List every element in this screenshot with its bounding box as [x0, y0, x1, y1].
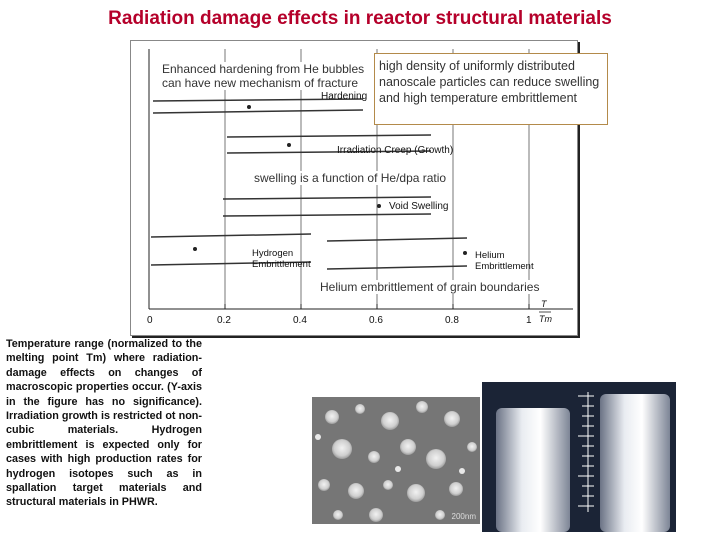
note-swelling: swelling is a function of He/dpa ratio: [254, 171, 447, 185]
effect-label-creep: Irradiation Creep (Growth): [337, 145, 454, 156]
x-tick-label: 1: [526, 315, 532, 326]
effect-label-hardening: Hardening: [321, 91, 368, 102]
x-tick-label: 0.4: [293, 315, 307, 326]
note-nanoscale: high density of uniformly distributed nanoscale particles can reduce swelling and high temperature embrittlement: [374, 53, 608, 125]
x-tick-label: 0.8: [445, 315, 459, 326]
effect-bar-helium: [327, 238, 467, 269]
note-hardening: Enhanced hardening from He bubbles can have new mechanism of fracture: [162, 62, 368, 90]
scale-bar-label: 200nm: [451, 512, 476, 521]
bubble-micrograph-image: [312, 397, 480, 524]
micrograph-texture: [312, 397, 480, 524]
x-tick-label: 0: [147, 315, 153, 326]
x-tick-label: 0.2: [217, 315, 231, 326]
x-axis-label-denominator: Tm: [539, 314, 552, 324]
x-tick-label: 0.6: [369, 315, 383, 326]
swelling-specimens-photo: [482, 382, 676, 532]
page-title: Radiation damage effects in reactor structural materials: [108, 8, 612, 29]
note-helium: Helium embrittlement of grain boundaries: [320, 280, 540, 294]
effect-label-hydrogen: Hydrogen Embrittlement: [252, 248, 311, 270]
figure-caption: Temperature range (normalized to the melting point Tm) where radiation-damage effects on changes of macroscopic properties occur. (Y-axis in the figure has no significance). Irradiation growth is restricted ot non-cubic materials. Hydrogen embrittlement is expected only for cases with high production rates for hydrogen isotopes such as in spallation target materials and structural materials in PHWR.: [6, 338, 202, 509]
x-axis-label-numerator: T: [541, 299, 547, 309]
effect-label-void-swelling: Void Swelling: [389, 201, 449, 212]
effect-label-helium: Helium Embrittlement: [475, 250, 534, 272]
specimens-illustration: [482, 382, 676, 532]
